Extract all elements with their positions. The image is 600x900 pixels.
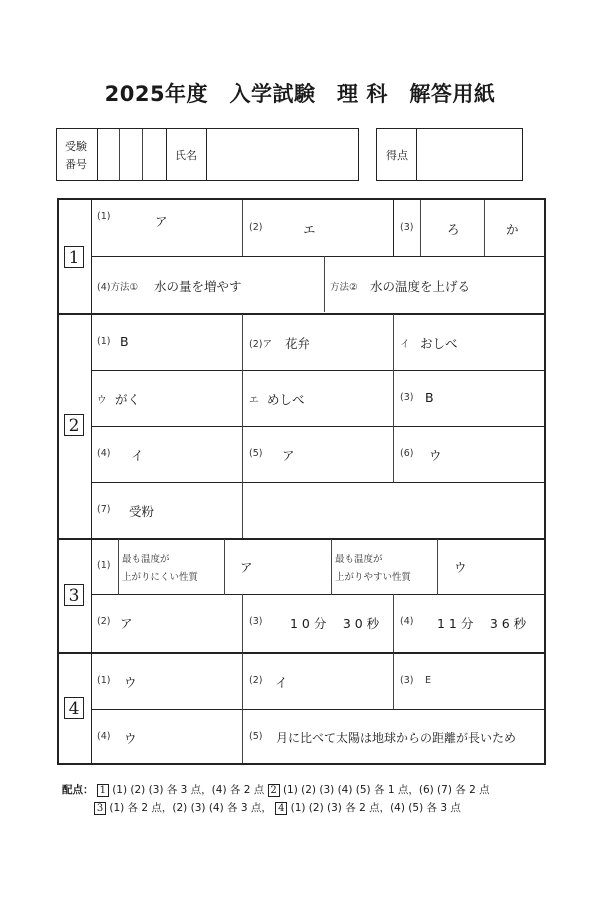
scoring-section-2-text: (1) (2) (3) (4) (5) 各 1 点，(6) (7) 各 2 点 <box>282 784 490 796</box>
s2-q2c-answer: がく <box>115 392 141 407</box>
s1-q2-label: (2) <box>249 222 263 233</box>
s1-q1-answer: ア <box>155 214 168 229</box>
s3-q3-label: (3) <box>249 616 263 627</box>
s3-q1-answer-b: ウ <box>454 560 467 575</box>
s3-q1-label: (1) <box>97 560 111 571</box>
s4-q2-answer: イ <box>275 675 288 690</box>
answer-sheet-grid <box>57 198 546 765</box>
s1-q4-label-1: (4)方法① <box>97 282 138 293</box>
s1-q3-answer-b: か <box>506 222 519 237</box>
name-input[interactable] <box>207 129 357 179</box>
score-label: 得点 <box>386 149 408 162</box>
section-1 <box>92 200 544 312</box>
s2-q2c-label: ウ <box>97 395 107 406</box>
scoring-section-1-box: 1 <box>97 784 109 797</box>
scoring-label: 配点： <box>62 784 94 796</box>
s3-q3-answer: 1 0 分 3 0 秒 <box>290 616 380 631</box>
s3-q1-answer-a: ア <box>240 560 253 575</box>
section-1-number: 1 <box>64 246 84 268</box>
exam-number-name-box <box>56 128 359 181</box>
s2-q4-answer: イ <box>131 448 144 463</box>
scoring-line-1 <box>62 782 490 797</box>
s3-q2-label: (2) <box>97 616 111 627</box>
page-title: 2025年度 入学試験 理 科 解答用紙 <box>104 82 496 106</box>
s3-q1-prompt-b-line1: 最も温度が <box>335 554 383 565</box>
s2-q3-answer: B <box>425 390 434 405</box>
s1-q3-answer-a: ろ <box>447 222 460 237</box>
s2-q2b-answer: おしべ <box>420 336 458 351</box>
s4-q3-answer: E <box>425 675 432 686</box>
section-2 <box>92 314 544 538</box>
s2-q1-label: (1) <box>97 336 111 347</box>
s2-q7-answer: 受粉 <box>129 504 155 519</box>
score-input[interactable] <box>417 129 521 179</box>
s4-q3-label: (3) <box>400 675 414 686</box>
s1-q3-label: (3) <box>400 222 414 233</box>
s1-q4-answer-1: 水の量を増やす <box>154 279 242 294</box>
s3-q2-answer: ア <box>120 616 133 631</box>
section-3 <box>92 539 544 652</box>
section-2-number: 2 <box>64 414 84 436</box>
s2-q5-answer: ア <box>282 448 295 463</box>
s4-q2-label: (2) <box>249 675 263 686</box>
s4-q5-label: (5) <box>249 731 263 742</box>
scoring-section-3-text: (1) 各 2 点，(2) (3) (4) 各 3 点， <box>109 802 272 814</box>
s2-q6-answer: ウ <box>429 448 442 463</box>
s3-q1-prompt-a-line2: 上がりにくい性質 <box>122 572 199 583</box>
s2-q1-answer: B <box>120 334 129 349</box>
s2-q7-label: (7) <box>97 504 111 515</box>
scoring-section-3-box: 3 <box>94 802 106 815</box>
name-label: 氏名 <box>175 149 197 162</box>
s1-q2-answer: エ <box>303 222 316 237</box>
s4-q4-answer: ウ <box>124 731 137 746</box>
s2-q4-label: (4) <box>97 448 111 459</box>
s4-q1-answer: ウ <box>124 675 137 690</box>
scoring-line-2 <box>94 800 461 815</box>
s2-q2d-answer: めしべ <box>267 392 305 407</box>
scoring-section-4-text: (1) (2) (3) 各 2 点，(4) (5) 各 3 点 <box>290 802 461 814</box>
s2-q2b-label: イ <box>400 339 410 350</box>
score-box <box>376 128 523 181</box>
scoring-section-1-text: (1) (2) (3) 各 3 点，(4) 各 2 点 <box>112 784 265 796</box>
s3-q1-prompt-a-line1: 最も温度が <box>122 554 170 565</box>
s2-q2a-answer: 花弁 <box>285 336 311 351</box>
section-3-number: 3 <box>64 584 84 606</box>
section-4 <box>92 653 544 763</box>
s2-q6-label: (6) <box>400 448 414 459</box>
exam-number-input[interactable] <box>98 129 166 179</box>
s2-q5-label: (5) <box>249 448 263 459</box>
s2-q2d-label: エ <box>249 395 259 406</box>
s1-q1-label: (1) <box>97 211 111 222</box>
s3-q4-label: (4) <box>400 616 414 627</box>
s1-q4-answer-2: 水の温度を上げる <box>370 279 471 294</box>
s3-q4-answer: 1 1 分 3 6 秒 <box>437 616 527 631</box>
scoring-section-2-box: 2 <box>268 784 280 797</box>
s2-q3-label: (3) <box>400 392 414 403</box>
s4-q1-label: (1) <box>97 675 111 686</box>
exam-number-label-line2: 番号 <box>65 158 87 171</box>
scoring-section-4-box: 4 <box>275 802 287 815</box>
s3-q1-prompt-b-line2: 上がりやすい性質 <box>335 572 412 583</box>
exam-number-label-line1: 受験 <box>65 140 87 153</box>
section-4-number: 4 <box>64 697 84 719</box>
s1-q4-label-2: 方法② <box>330 282 358 293</box>
s2-q2a-label: (2)ア <box>249 339 272 350</box>
s4-q4-label: (4) <box>97 731 111 742</box>
s4-q5-answer: 月に比べて太陽は地球からの距離が長いため <box>276 731 517 745</box>
